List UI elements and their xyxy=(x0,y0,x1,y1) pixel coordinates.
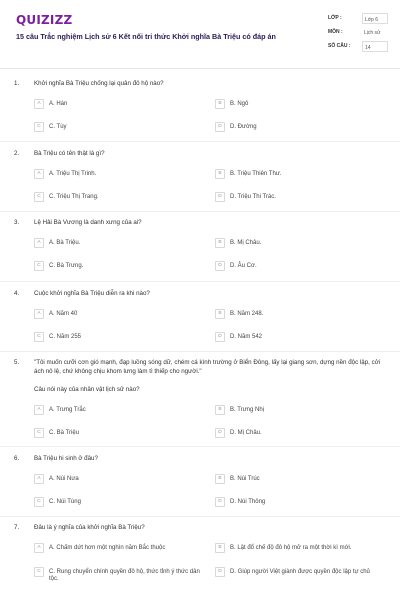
worksheet-meta xyxy=(328,12,390,54)
option-text: A. Triệu Thị Trinh. xyxy=(49,170,97,177)
option-letter-box: C xyxy=(34,497,44,507)
worksheet-header xyxy=(0,0,400,66)
quizizz-logo[interactable]: QUIZIZZ xyxy=(16,13,73,27)
option-letter-box: D xyxy=(215,567,225,577)
option-letter-box: A xyxy=(34,543,44,553)
option-text: C. Núi Tùng xyxy=(49,498,81,505)
option-letter-box: B xyxy=(215,474,225,484)
option-letter-box: A xyxy=(34,309,44,319)
question-number: 7. xyxy=(14,524,20,531)
option-text: D. Mị Châu. xyxy=(230,429,262,436)
meta-label-count: SỐ CÂU : xyxy=(328,43,351,49)
option-text: D. Núi Thông xyxy=(230,498,266,505)
option-text: C. Năm 255 xyxy=(49,333,82,340)
option-letter-box: D xyxy=(215,261,225,271)
question-text: Bà Triệu hi sinh ở đâu? xyxy=(34,455,98,462)
option-text: D. Năm 542 xyxy=(230,333,263,340)
question-text: Lệ Hải Bà Vương là danh xưng của ai? xyxy=(34,219,142,226)
option-letter-box: B xyxy=(215,169,225,179)
option-letter-box: C xyxy=(34,567,44,577)
meta-label-class: LỚP : xyxy=(328,15,342,21)
meta-value-count: 14 xyxy=(362,41,388,52)
option-text: B. Năm 248. xyxy=(230,310,264,317)
option-letter-box: B xyxy=(215,99,225,109)
option-text: B. Triệu Thiên Thư. xyxy=(230,170,282,177)
question-separator xyxy=(0,141,400,142)
option-letter-box: D xyxy=(215,428,225,438)
option-text: B. Núi Trúc xyxy=(230,475,260,482)
question-text: "Tôi muốn cưỡi cơn gió mạnh, đạp luồng sóng dữ, chém cá kình trường ở Biển Đông, lấy lại giang sơn, dựng nền độc lập, cởi ách nô lệ, chứ không chịu khom lưng làm tì thiếp cho người." xyxy=(34,359,381,375)
question-text: Khởi nghĩa Bà Triệu chống lại quân đô hộ nào? xyxy=(34,80,164,87)
option-text: A. Năm 40 xyxy=(49,310,78,317)
option-text: B. Ngô xyxy=(230,100,249,107)
option-letter-box: C xyxy=(34,122,44,132)
option-letter-box: C xyxy=(34,261,44,271)
option-letter-box: B xyxy=(215,405,225,415)
question-separator xyxy=(0,211,400,212)
option-text: A. Bà Triệu. xyxy=(49,239,81,246)
question-number: 1. xyxy=(14,80,20,87)
option-letter-box: A xyxy=(34,474,44,484)
option-text: C. Rung chuyển chính quyền đô hộ, thức tỉnh ý thức dân tộc. xyxy=(49,568,200,582)
meta-row-count xyxy=(328,40,390,54)
worksheet-title: 15 câu Trắc nghiệm Lịch sử 6 Kết nối tri thức Khởi nghĩa Bà Triệu có đáp án xyxy=(16,32,276,41)
option-text: A. Hán xyxy=(49,100,68,107)
question-text: Cuộc khởi nghĩa Bà Triệu diễn ra khi nào? xyxy=(34,290,150,297)
option-letter-box: D xyxy=(215,332,225,342)
option-letter-box: C xyxy=(34,192,44,202)
question-separator xyxy=(0,516,400,517)
option-text: B. Mị Châu. xyxy=(230,239,262,246)
option-letter-box: C xyxy=(34,332,44,342)
question-number: 3. xyxy=(14,219,20,226)
option-letter-box: B xyxy=(215,238,225,248)
option-text: C. Bà Triệu xyxy=(49,429,80,436)
option-text: D. Triệu Thi Trác. xyxy=(230,193,276,200)
option-text: A. Trưng Trắc xyxy=(49,406,86,413)
option-text: D. Đường xyxy=(230,123,257,130)
option-text: D. Giúp người Việt giành được quyền độc lập tự chủ xyxy=(230,568,370,575)
option-letter-box: D xyxy=(215,122,225,132)
option-letter-box: C xyxy=(34,428,44,438)
question-subtext: Câu nói này của nhân vật lịch sử nào? xyxy=(34,386,140,393)
meta-row-subject xyxy=(328,26,390,40)
question-separator xyxy=(0,281,400,282)
option-letter-box: A xyxy=(34,99,44,109)
meta-value-subject: Lịch sử xyxy=(364,30,381,36)
meta-row-class xyxy=(328,12,390,26)
option-letter-box: D xyxy=(215,497,225,507)
question-text: Đâu là ý nghĩa của khởi nghĩa Bà Triệu? xyxy=(34,524,145,531)
option-letter-box: B xyxy=(215,543,225,553)
option-text: A. Núi Nưa xyxy=(49,475,79,482)
question-separator xyxy=(0,351,400,352)
question-number: 2. xyxy=(14,150,20,157)
option-text: A. Chấm dứt hơn một nghìn năm Bắc thuộc xyxy=(49,544,166,551)
option-text: C. Bà Trưng. xyxy=(49,262,84,269)
question-text: Bà Triệu có tên thật là gì? xyxy=(34,150,105,157)
option-letter-box: A xyxy=(34,405,44,415)
option-text: C. Tùy xyxy=(49,123,67,130)
meta-label-subject: MÔN : xyxy=(328,29,343,35)
option-letter-box: A xyxy=(34,238,44,248)
question-number: 6. xyxy=(14,455,20,462)
option-letter-box: B xyxy=(215,309,225,319)
option-text: C. Triệu Thị Trang. xyxy=(49,193,99,200)
header-divider xyxy=(0,68,400,69)
question-separator xyxy=(0,446,400,447)
option-letter-box: A xyxy=(34,169,44,179)
option-text: B. Lật đổ chế độ đô hộ mở ra một thời kì mới. xyxy=(230,544,352,551)
option-letter-box: D xyxy=(215,192,225,202)
question-number: 4. xyxy=(14,290,20,297)
option-text: B. Trưng Nhị xyxy=(230,406,265,413)
meta-value-class: Lớp 6 xyxy=(362,13,388,24)
question-number: 5. xyxy=(14,359,20,366)
option-text: D. Âu Cơ. xyxy=(230,262,257,269)
